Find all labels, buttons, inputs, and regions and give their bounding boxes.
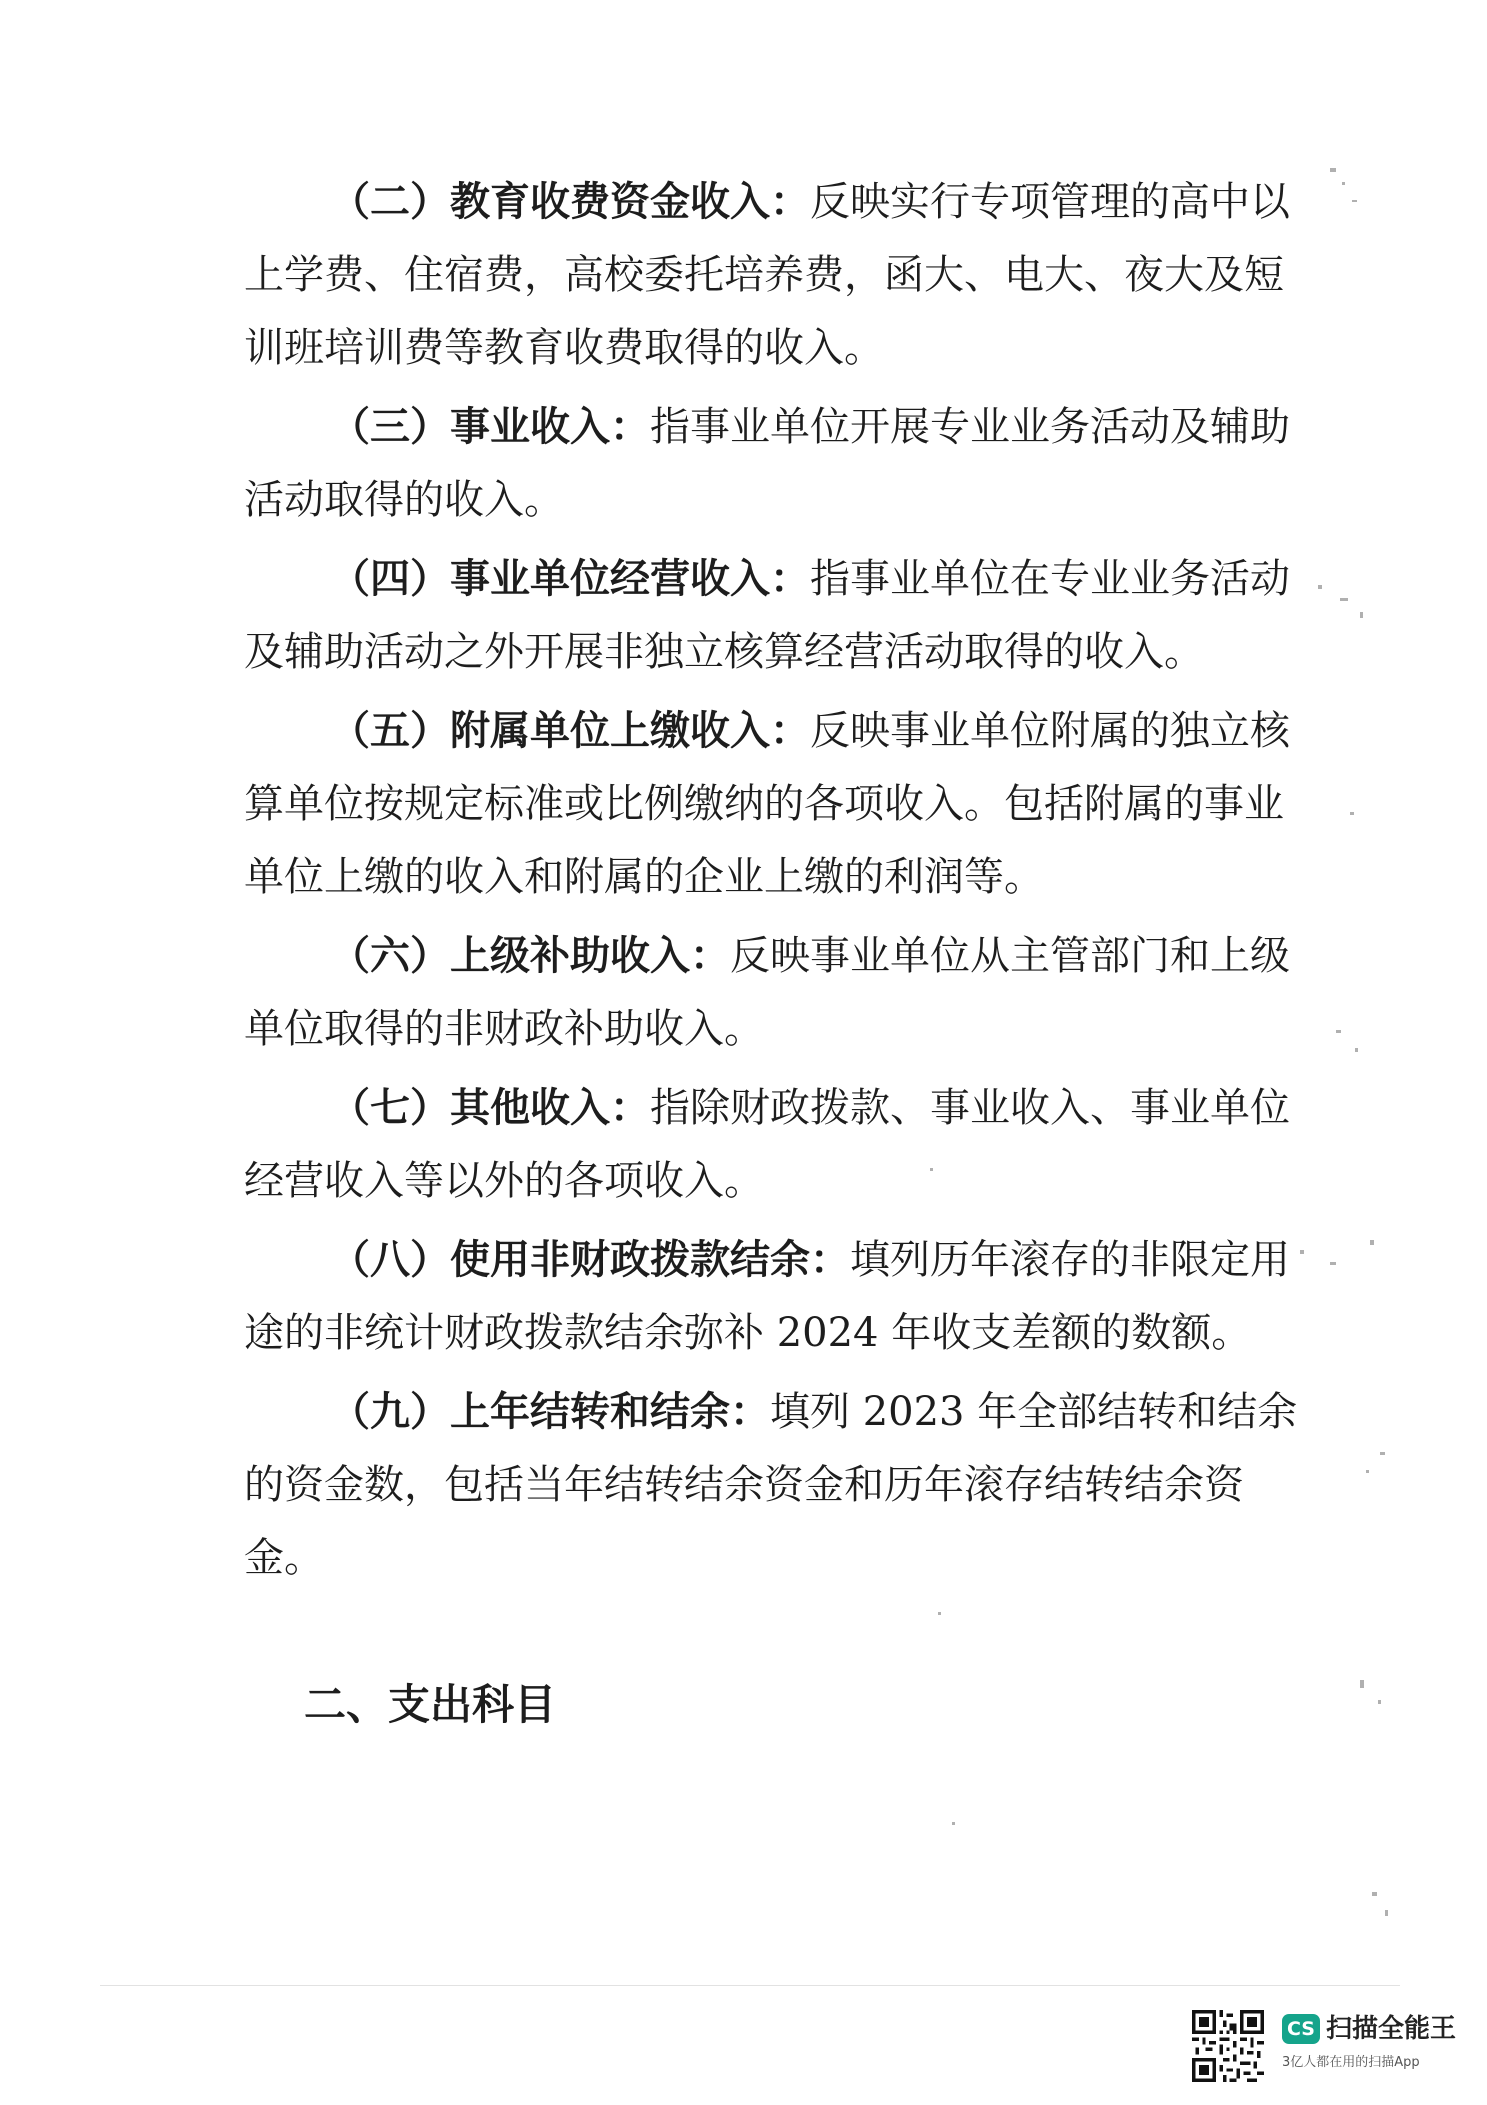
- item-continuation-line: [244, 251, 1284, 299]
- scanner-logo-icon: CS: [1282, 2014, 1320, 2044]
- item-title: （五）附属单位上缴收入：: [330, 708, 810, 754]
- qr-code-icon: [1192, 2010, 1264, 2082]
- item-text: 金。: [244, 1535, 324, 1581]
- item-first-line: [330, 1236, 1290, 1284]
- item-text: 指事业单位在专业业务活动: [810, 556, 1290, 602]
- item-title: （四）事业单位经营收入：: [330, 556, 810, 602]
- item-first-line: [330, 707, 1290, 755]
- footer-divider: [100, 1985, 1400, 1986]
- item-first-line: [330, 1084, 1290, 1132]
- item-text: 上学费、住宿费，高校委托培养费，函大、电大、夜大及短: [244, 252, 1284, 298]
- item-text: 填列历年滚存的非限定用: [850, 1237, 1290, 1283]
- item-text: 及辅助活动之外开展非独立核算经营活动取得的收入。: [244, 629, 1204, 675]
- item-continuation-line: [244, 476, 564, 524]
- item-first-line: [330, 1388, 1297, 1436]
- scanner-app-name: 扫描全能王: [1326, 2014, 1457, 2044]
- item-text: 反映事业单位附属的独立核: [810, 708, 1290, 754]
- item-text: 训班培训费等教育收费取得的收入。: [244, 325, 884, 371]
- item-continuation-line: [244, 1309, 1251, 1357]
- item-continuation-line: [244, 1157, 764, 1205]
- item-text: 经营收入等以外的各项收入。: [244, 1158, 764, 1204]
- item-text: 活动取得的收入。: [244, 477, 564, 523]
- item-title: （二）教育收费资金收入：: [330, 179, 810, 225]
- item-title: （六）上级补助收入：: [330, 933, 730, 979]
- item-continuation-line: [244, 1461, 1244, 1509]
- item-text: 填列 2023 年全部结转和结余: [770, 1389, 1298, 1435]
- item-text: 反映实行专项管理的高中以: [810, 179, 1290, 225]
- item-first-line: [330, 178, 1290, 226]
- item-title: （九）上年结转和结余：: [330, 1389, 770, 1435]
- item-continuation-line: [244, 780, 1284, 828]
- item-text: 单位上缴的收入和附属的企业上缴的利润等。: [244, 854, 1044, 900]
- item-continuation-line: [244, 628, 1204, 676]
- item-text: 单位取得的非财政补助收入。: [244, 1006, 764, 1052]
- item-text: 指除财政拨款、事业收入、事业单位: [650, 1085, 1290, 1131]
- item-text: 指事业单位开展专业业务活动及辅助: [650, 404, 1290, 450]
- item-title: （七）其他收入：: [330, 1085, 650, 1131]
- item-title: （三）事业收入：: [330, 404, 650, 450]
- item-first-line: [330, 555, 1290, 603]
- scanner-tagline: 3亿人都在用的扫描App: [1282, 2055, 1420, 2070]
- item-continuation-line: [244, 324, 884, 372]
- item-continuation-line: [244, 1005, 764, 1053]
- item-continuation-line: [244, 1534, 324, 1582]
- item-text: 反映事业单位从主管部门和上级: [730, 933, 1290, 979]
- scanner-watermark: [1192, 2010, 1462, 2086]
- section-heading: 二、支出科目: [304, 1680, 557, 1729]
- item-first-line: [330, 932, 1290, 980]
- item-title: （八）使用非财政拨款结余：: [330, 1237, 850, 1283]
- item-text: 算单位按规定标准或比例缴纳的各项收入。包括附属的事业: [244, 781, 1284, 827]
- item-text: 的资金数，包括当年结转结余资金和历年滚存结转结余资: [244, 1462, 1244, 1508]
- item-text: 途的非统计财政拨款结余弥补 2024 年收支差额的数额。: [244, 1310, 1252, 1356]
- item-continuation-line: [244, 853, 1044, 901]
- item-first-line: [330, 403, 1290, 451]
